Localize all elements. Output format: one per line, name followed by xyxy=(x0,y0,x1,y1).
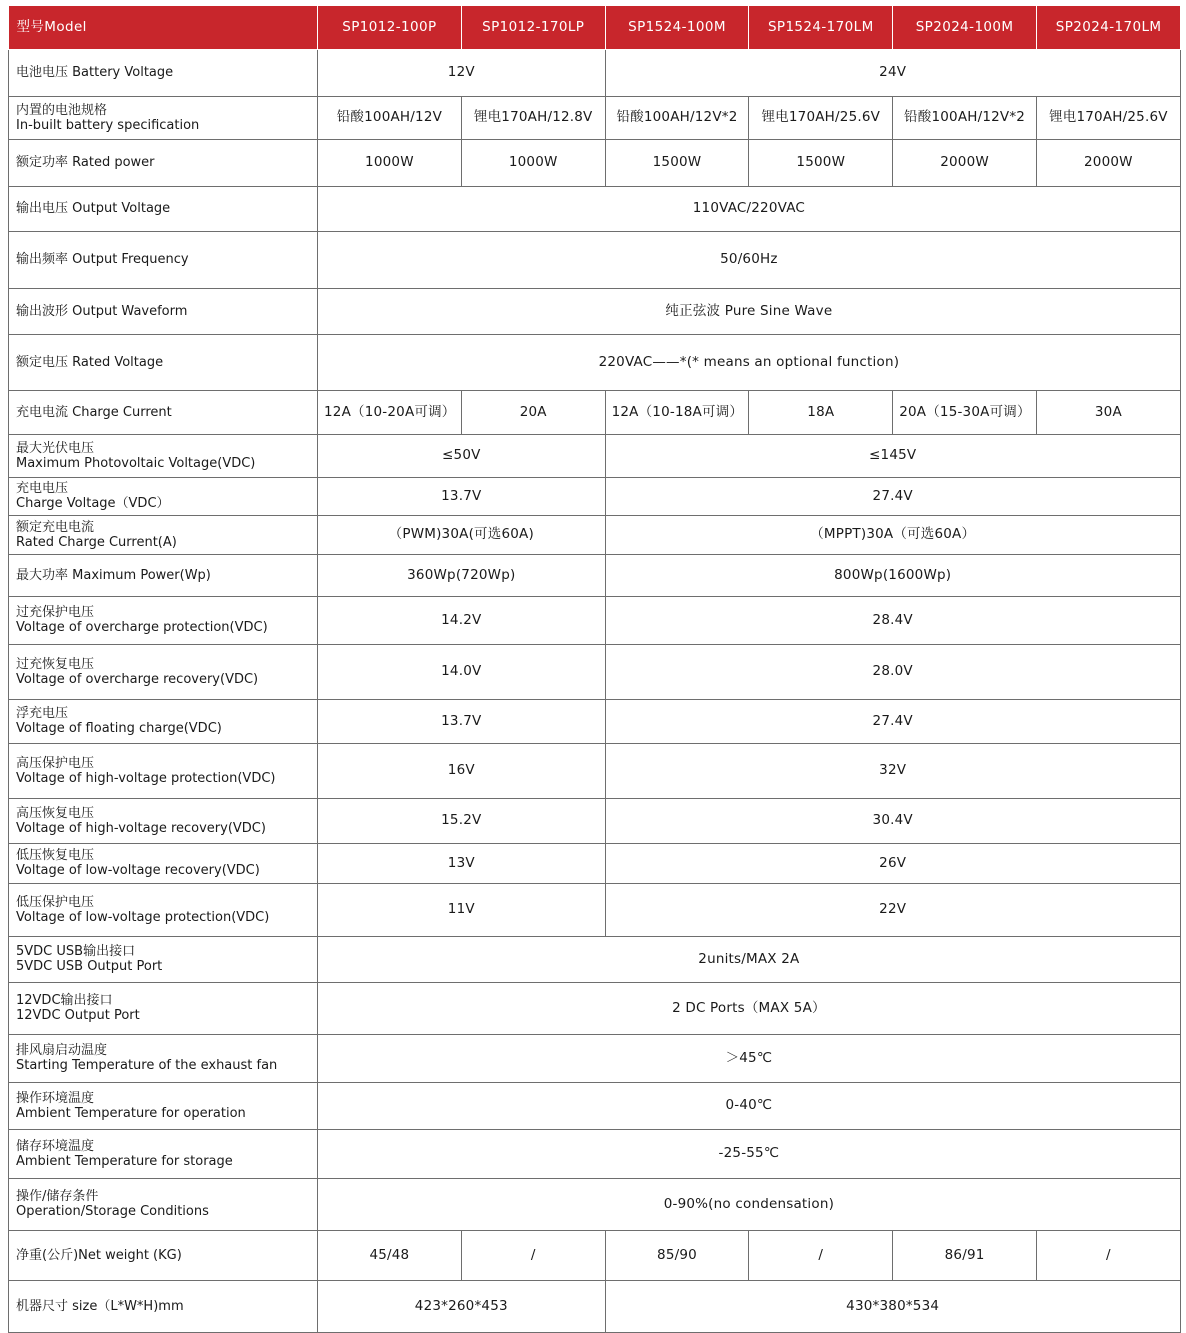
row-net-weight xyxy=(9,1230,1181,1280)
value-rated-power-5: 2000W xyxy=(893,139,1037,186)
label-rated-voltage: 额定电压 Rated Voltage xyxy=(9,334,318,390)
value-battery-spec-4: 锂电170AH/25.6V xyxy=(749,96,893,139)
header-model-sp2024-100m: SP2024-100M xyxy=(893,6,1037,49)
spec-table xyxy=(8,6,1181,1333)
row-lv-protection xyxy=(9,883,1181,936)
value-size-24v: 430*380*534 xyxy=(605,1280,1180,1332)
value-output-voltage: 110VAC/220VAC xyxy=(318,186,1181,231)
label-output-voltage: 输出电压 Output Voltage xyxy=(9,186,318,231)
value-rated-charge-current-24v: （MPPT)30A（可选60A） xyxy=(605,515,1180,554)
value-battery-spec-1: 铅酸100AH/12V xyxy=(318,96,462,139)
row-lv-recovery xyxy=(9,843,1181,883)
header-model-sp2024-170lm: SP2024-170LM xyxy=(1036,6,1180,49)
label-charge-current: 充电电流 Charge Current xyxy=(9,390,318,434)
value-rated-power-4: 1500W xyxy=(749,139,893,186)
value-hv-protection-12v: 16V xyxy=(318,743,606,798)
value-battery-voltage-24v: 24V xyxy=(605,49,1180,96)
row-charge-current xyxy=(9,390,1181,434)
row-storage-conditions xyxy=(9,1178,1181,1230)
row-floating-charge xyxy=(9,699,1181,743)
value-net-weight-1: 45/48 xyxy=(318,1230,462,1280)
value-battery-voltage-12v: 12V xyxy=(318,49,606,96)
row-dc-port xyxy=(9,982,1181,1034)
label-rated-charge-current: 额定充电电流 Rated Charge Current(A) xyxy=(9,515,318,554)
value-net-weight-6: / xyxy=(1036,1230,1180,1280)
label-overcharge-recovery: 过充恢复电压 Voltage of overcharge recovery(VDC) xyxy=(9,644,318,699)
value-floating-charge-24v: 27.4V xyxy=(605,699,1180,743)
row-ambient-operation xyxy=(9,1082,1181,1129)
header-model-sp1012-170lp: SP1012-170LP xyxy=(461,6,605,49)
row-max-power xyxy=(9,554,1181,596)
row-output-waveform xyxy=(9,288,1181,334)
label-dc-port: 12VDC输出接口 12VDC Output Port xyxy=(9,982,318,1034)
value-charge-current-4: 18A xyxy=(749,390,893,434)
row-usb-port xyxy=(9,936,1181,982)
header-model-sp1524-100m: SP1524-100M xyxy=(605,6,749,49)
label-rated-power: 额定功率 Rated power xyxy=(9,139,318,186)
value-hv-recovery-12v: 15.2V xyxy=(318,798,606,843)
value-lv-recovery-24v: 26V xyxy=(605,843,1180,883)
label-hv-recovery: 高压恢复电压 Voltage of high-voltage recovery(VDC) xyxy=(9,798,318,843)
row-size xyxy=(9,1280,1181,1332)
value-rated-voltage: 220VAC——*(* means an optional function) xyxy=(318,334,1181,390)
value-battery-spec-3: 铅酸100AH/12V*2 xyxy=(605,96,749,139)
label-hv-protection: 高压保护电压 Voltage of high-voltage protection(VDC) xyxy=(9,743,318,798)
row-rated-power xyxy=(9,139,1181,186)
value-charge-current-5: 20A（15-30A可调） xyxy=(893,390,1037,434)
value-storage-conditions: 0-90%(no condensation) xyxy=(318,1178,1181,1230)
value-dc-port: 2 DC Ports（MAX 5A） xyxy=(318,982,1181,1034)
value-lv-protection-24v: 22V xyxy=(605,883,1180,936)
value-net-weight-5: 86/91 xyxy=(893,1230,1037,1280)
value-max-power-24v: 800Wp(1600Wp) xyxy=(605,554,1180,596)
row-battery-spec xyxy=(9,96,1181,139)
row-battery-voltage xyxy=(9,49,1181,96)
label-charge-voltage: 充电电压 Charge Voltage（VDC） xyxy=(9,477,318,515)
value-charge-voltage-12v: 13.7V xyxy=(318,477,606,515)
label-max-power: 最大功率 Maximum Power(Wp) xyxy=(9,554,318,596)
value-hv-recovery-24v: 30.4V xyxy=(605,798,1180,843)
value-charge-current-1: 12A（10-20A可调） xyxy=(318,390,462,434)
row-rated-charge-current xyxy=(9,515,1181,554)
value-battery-spec-5: 铅酸100AH/12V*2 xyxy=(893,96,1037,139)
header-row xyxy=(9,6,1181,49)
row-overcharge-protection xyxy=(9,596,1181,644)
label-max-pv-voltage: 最大光伏电压 Maximum Photovoltaic Voltage(VDC) xyxy=(9,434,318,477)
value-charge-current-6: 30A xyxy=(1036,390,1180,434)
value-rated-power-3: 1500W xyxy=(605,139,749,186)
row-hv-recovery xyxy=(9,798,1181,843)
value-rated-power-1: 1000W xyxy=(318,139,462,186)
value-net-weight-3: 85/90 xyxy=(605,1230,749,1280)
value-overcharge-protection-12v: 14.2V xyxy=(318,596,606,644)
value-net-weight-2: / xyxy=(461,1230,605,1280)
label-overcharge-protection: 过充保护电压 Voltage of overcharge protection(VDC) xyxy=(9,596,318,644)
label-ambient-operation: 操作环境温度 Ambient Temperature for operation xyxy=(9,1082,318,1129)
value-rated-power-2: 1000W xyxy=(461,139,605,186)
value-hv-protection-24v: 32V xyxy=(605,743,1180,798)
value-max-pv-voltage-12v: ≤50V xyxy=(318,434,606,477)
row-overcharge-recovery xyxy=(9,644,1181,699)
value-overcharge-protection-24v: 28.4V xyxy=(605,596,1180,644)
value-net-weight-4: / xyxy=(749,1230,893,1280)
label-usb-port: 5VDC USB输出接口 5VDC USB Output Port xyxy=(9,936,318,982)
value-lv-protection-12v: 11V xyxy=(318,883,606,936)
label-fan-temp: 排风扇启动温度 Starting Temperature of the exhaust fan xyxy=(9,1034,318,1082)
label-lv-protection: 低压保护电压 Voltage of low-voltage protection(VDC) xyxy=(9,883,318,936)
value-max-power-12v: 360Wp(720Wp) xyxy=(318,554,606,596)
label-size: 机器尺寸 size（L*W*H)mm xyxy=(9,1280,318,1332)
header-model-sp1012-100p: SP1012-100P xyxy=(318,6,462,49)
value-ambient-operation: 0-40℃ xyxy=(318,1082,1181,1129)
header-model-label: 型号Model xyxy=(9,6,318,49)
row-ambient-storage xyxy=(9,1129,1181,1178)
value-charge-current-3: 12A（10-18A可调） xyxy=(605,390,749,434)
label-battery-spec: 内置的电池规格 In-built battery specification xyxy=(9,96,318,139)
row-charge-voltage xyxy=(9,477,1181,515)
label-battery-voltage: 电池电压 Battery Voltage xyxy=(9,49,318,96)
value-lv-recovery-12v: 13V xyxy=(318,843,606,883)
row-output-frequency xyxy=(9,231,1181,288)
value-overcharge-recovery-12v: 14.0V xyxy=(318,644,606,699)
label-lv-recovery: 低压恢复电压 Voltage of low-voltage recovery(VDC) xyxy=(9,843,318,883)
value-max-pv-voltage-24v: ≤145V xyxy=(605,434,1180,477)
label-storage-conditions: 操作/储存条件 Operation/Storage Conditions xyxy=(9,1178,318,1230)
value-output-waveform: 纯正弦波 Pure Sine Wave xyxy=(318,288,1181,334)
value-size-12v: 423*260*453 xyxy=(318,1280,606,1332)
row-hv-protection xyxy=(9,743,1181,798)
value-fan-temp: ＞45℃ xyxy=(318,1034,1181,1082)
value-floating-charge-12v: 13.7V xyxy=(318,699,606,743)
value-rated-charge-current-12v: （PWM)30A(可选60A) xyxy=(318,515,606,554)
row-rated-voltage xyxy=(9,334,1181,390)
label-floating-charge: 浮充电压 Voltage of floating charge(VDC) xyxy=(9,699,318,743)
value-ambient-storage: -25-55℃ xyxy=(318,1129,1181,1178)
value-battery-spec-6: 锂电170AH/25.6V xyxy=(1036,96,1180,139)
value-battery-spec-2: 锂电170AH/12.8V xyxy=(461,96,605,139)
value-charge-voltage-24v: 27.4V xyxy=(605,477,1180,515)
label-output-waveform: 输出波形 Output Waveform xyxy=(9,288,318,334)
label-net-weight: 净重(公斤)Net weight (KG) xyxy=(9,1230,318,1280)
row-output-voltage xyxy=(9,186,1181,231)
spec-table-wrap xyxy=(8,6,1180,1333)
value-overcharge-recovery-24v: 28.0V xyxy=(605,644,1180,699)
value-usb-port: 2units/MAX 2A xyxy=(318,936,1181,982)
row-fan-temp xyxy=(9,1034,1181,1082)
header-model-sp1524-170lm: SP1524-170LM xyxy=(749,6,893,49)
value-charge-current-2: 20A xyxy=(461,390,605,434)
value-output-frequency: 50/60Hz xyxy=(318,231,1181,288)
value-rated-power-6: 2000W xyxy=(1036,139,1180,186)
label-ambient-storage: 储存环境温度 Ambient Temperature for storage xyxy=(9,1129,318,1178)
row-max-pv-voltage xyxy=(9,434,1181,477)
label-output-frequency: 输出频率 Output Frequency xyxy=(9,231,318,288)
